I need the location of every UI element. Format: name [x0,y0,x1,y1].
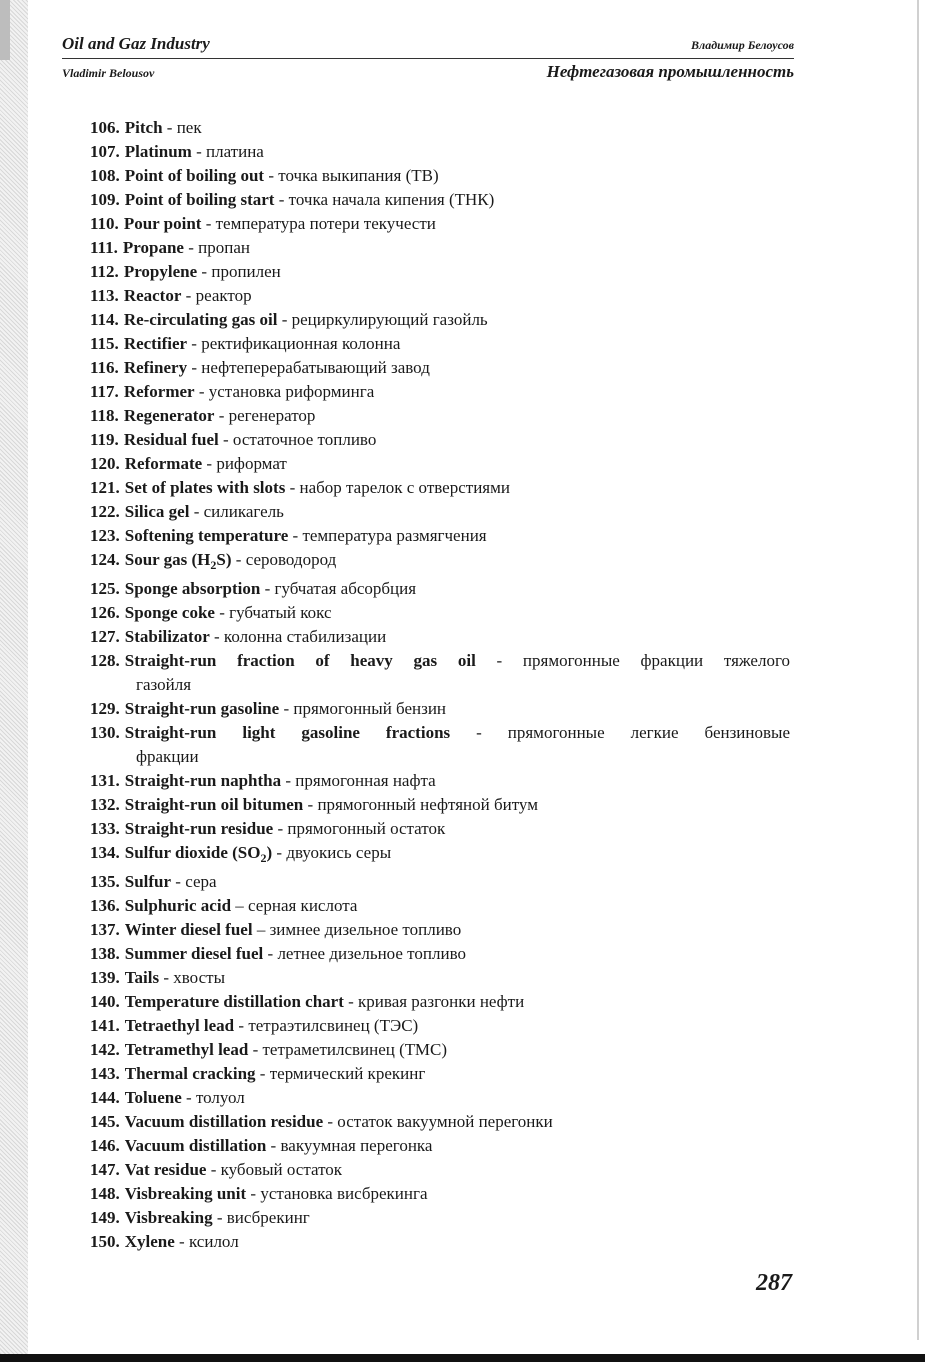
entry-number: 111. [90,238,118,257]
entry-text [125,625,790,649]
entry-definition: сера [185,872,217,891]
entry-term: Vacuum distillation residue [124,1112,324,1131]
glossary-entry [90,1134,790,1158]
glossary-entry [90,721,790,769]
entry-separator: - [266,1136,281,1155]
entry-term: Sulfur [124,872,172,891]
entry-definition: температура размягчения [302,526,487,545]
entry-number: 143. [90,1064,120,1083]
entry-text [125,188,790,212]
entry-text [125,500,790,524]
entry-term: Point of boiling out [124,166,265,185]
entry-definition: термический крекинг [269,1064,426,1083]
glossary-entry [90,524,790,548]
entry-term: Softening temperature [124,526,289,545]
entry-separator: - [279,699,294,718]
glossary-entry [90,452,790,476]
entry-separator: - [450,723,508,742]
entry-number: 147. [90,1160,120,1179]
entry-number: 136. [90,896,120,915]
entry-separator: - [303,795,318,814]
entry-text [125,769,790,793]
entry-text [125,1230,790,1254]
entry-term: Set of plates with slots [124,478,286,497]
running-header-top [62,34,794,59]
entry-number: 148. [90,1184,120,1203]
glossary-entry [90,284,790,308]
entry-definition: губчатая абсорбция [274,579,417,598]
entry-separator: – [252,920,270,939]
glossary-entry [90,1086,790,1110]
entry-term: Sponge absorption [124,579,261,598]
running-header-bottom [62,62,794,84]
entry-text [125,649,790,673]
glossary-entry [90,870,790,894]
glossary-entry [90,841,790,865]
entry-text [125,1206,790,1230]
entry-definition: зимнее дизельное топливо [269,920,462,939]
entry-separator: - [209,627,224,646]
entry-number: 113. [90,286,119,305]
entry-definition: остаточное топливо [232,430,377,449]
entry-number: 110. [90,214,119,233]
glossary-entry [90,1110,790,1134]
entry-text [125,721,790,745]
entry-term: Residual fuel [123,430,219,449]
entry-text [124,260,790,284]
entry-separator: - [281,771,296,790]
entry-number: 149. [90,1208,120,1227]
entry-text [125,1086,790,1110]
entry-term: Propane [122,238,184,257]
entry-separator: - [214,406,229,425]
entry-number: 112. [90,262,119,281]
entry-separator: - [343,992,359,1011]
glossary-entry [90,332,790,356]
entry-term: Tetramethyl lead [124,1040,249,1059]
entry-text [125,697,790,721]
entry-text [125,548,790,572]
glossary-entry [90,793,790,817]
entry-definition: губчатый кокс [229,603,332,622]
entry-text [125,990,790,1014]
glossary-entry [90,769,790,793]
entry-definition: сероводород [245,550,337,569]
entry-term: Tails [124,968,160,987]
entry-separator: - [263,944,278,963]
header-author-ru: Владимир Белоусов [691,38,794,52]
entry-separator: - [201,214,216,233]
entry-term: Xylene [124,1232,175,1251]
entry-separator: - [212,1208,227,1227]
entry-term: Reactor [123,286,182,305]
entry-number: 123. [90,526,120,545]
entry-separator: - [181,1088,196,1107]
entry-term: Visbreaking unit [124,1184,247,1203]
entry-term: Vat residue [124,1160,207,1179]
entry-number: 120. [90,454,120,473]
entry-term-subscript: 2 [260,851,267,865]
glossary-entry [90,116,790,140]
entry-term: Rectifier [123,334,188,353]
entry-term: Pour point [123,214,202,233]
entry-term-part: Sour gas (H [124,550,211,569]
glossary-entry [90,1206,790,1230]
glossary-entry [90,404,790,428]
page-number: 287 [756,1270,792,1296]
entry-text [125,140,790,164]
entry-definition: прямогонный остаток [287,819,446,838]
entry-text [125,452,790,476]
glossary-entry [90,164,790,188]
entry-definition: нефтеперерабатывающий завод [201,358,430,377]
entry-separator: - [218,430,233,449]
entry-term: Reformate [124,454,203,473]
entry-definition-continued: газойля [136,675,192,694]
glossary-entry [90,697,790,721]
entry-term: Straight-run oil bitumen [124,795,304,814]
entry-definition: ректификационная колонна [201,334,401,353]
entry-text [124,308,790,332]
entry-number: 108. [90,166,120,185]
entry-separator: - [260,579,275,598]
entry-term: Straight-run fraction of heavy gas oil [124,651,476,670]
entry-text [124,380,790,404]
entry-separator: - [189,502,204,521]
entry-definition-continued: фракции [136,747,199,766]
header-book-title-en: Oil and Gaz Industry [62,34,210,53]
entry-term: Thermal cracking [124,1064,256,1083]
entry-definition: рециркулирующий газойль [291,310,488,329]
entry-definition: пропилен [211,262,281,281]
entry-separator: - [248,1040,263,1059]
entry-number: 106. [90,118,120,137]
glossary-entry [90,601,790,625]
glossary-entry [90,649,790,697]
scan-edge-bottom [0,1354,925,1362]
entry-separator: - [206,1160,221,1179]
entry-separator: - [187,334,202,353]
entry-term: Tetraethyl lead [124,1016,235,1035]
entry-number: 114. [90,310,119,329]
entry-text [124,332,790,356]
glossary-entry [90,212,790,236]
entry-text [125,1110,790,1134]
entry-text [125,817,790,841]
glossary-entry [90,500,790,524]
entry-number: 134. [90,843,120,862]
entry-term: Straight-run residue [124,819,274,838]
entry-separator: - [255,1064,270,1083]
entry-text [125,577,790,601]
entry-text [125,966,790,990]
entry-number: 142. [90,1040,120,1059]
entry-definition: платина [205,142,264,161]
glossary-entry [90,918,790,942]
entry-definition: серная кислота [248,896,358,915]
entry-definition: риформат [216,454,287,473]
entry-text [125,1182,790,1206]
entry-text [125,524,790,548]
entry-definition: установка висбрекинга [260,1184,428,1203]
entry-separator: - [214,603,230,622]
entry-definition: колонна стабилизации [223,627,387,646]
entry-number: 115. [90,334,119,353]
entry-separator: - [187,358,202,377]
entry-number: 125. [90,579,120,598]
entry-number: 121. [90,478,120,497]
entry-text [125,601,790,625]
header-author-en: Vladimir Belousov [62,66,155,80]
glossary-entry [90,990,790,1014]
entry-number: 128. [90,651,120,670]
entry-separator: - [174,1232,189,1251]
entry-separator: - [288,526,303,545]
entry-number: 133. [90,819,120,838]
entry-separator: - [273,819,288,838]
entry-definition: кривая разгонки нефти [358,992,525,1011]
entry-term: Sulphuric acid [124,896,232,915]
entry-definition: набор тарелок с отверстиями [299,478,510,497]
entry-term [124,550,232,572]
entry-separator: - [285,478,300,497]
entry-number: 146. [90,1136,120,1155]
scan-edge-left [0,0,28,1362]
entry-text [125,942,790,966]
entry-term: Stabilizator [124,627,210,646]
entry-term: Sponge coke [124,603,215,622]
entry-separator: - [191,142,206,161]
entry-text [125,870,790,894]
entry-text [125,894,790,918]
glossary-entry [90,380,790,404]
entry-term: Pitch [124,118,163,137]
entry-number: 141. [90,1016,120,1035]
entry-term-part: Sulfur dioxide (SO [124,843,261,862]
entry-number: 119. [90,430,119,449]
entry-definition: толуол [195,1088,245,1107]
entry-term: Refinery [123,358,188,377]
glossary-entry [90,260,790,284]
entry-separator: - [264,166,279,185]
glossary-entry [90,548,790,572]
entry-text [125,841,790,865]
entry-text [124,404,790,428]
entry-definition: прямогонные фракции тяжелого [522,651,790,670]
entry-definition: кубовый остаток [220,1160,343,1179]
entry-number: 135. [90,872,120,891]
entry-term: Reformer [123,382,195,401]
entry-text [124,428,790,452]
entry-text [125,1038,790,1062]
entry-term: Temperature distillation chart [124,992,344,1011]
glossary-entry [90,308,790,332]
glossary-entry [90,817,790,841]
entry-number: 139. [90,968,120,987]
glossary-entry [90,894,790,918]
entry-definition: регенератор [228,406,316,425]
entry-term: Winter diesel fuel [124,920,253,939]
glossary-entry [90,1014,790,1038]
entry-separator: - [202,454,217,473]
entry-text [125,1062,790,1086]
entry-definition: висбрекинг [226,1208,310,1227]
glossary-entry [90,140,790,164]
entry-separator: - [159,968,174,987]
entry-separator: - [194,382,209,401]
entry-separator: - [274,190,289,209]
entry-term-subscript: 2 [210,558,217,572]
entry-definition: температура потери текучести [215,214,436,233]
entry-number: 118. [90,406,119,425]
entry-definition: прямогонные легкие бензиновые [507,723,790,742]
entry-term: Re-circulating gas oil [123,310,278,329]
entry-number: 122. [90,502,120,521]
entry-definition: вакуумная перегонка [280,1136,433,1155]
entry-number: 126. [90,603,120,622]
entry-definition: точка начала кипения (ТНК) [288,190,495,209]
entry-number: 107. [90,142,120,161]
glossary-list [90,116,790,1254]
entry-term: Silica gel [124,502,190,521]
entry-definition: прямогонный нефтяной битум [317,795,538,814]
entry-number: 127. [90,627,120,646]
entry-number: 109. [90,190,120,209]
entry-number: 117. [90,382,119,401]
entry-definition: пек [176,118,202,137]
entry-text [124,212,790,236]
entry-term: Propylene [123,262,198,281]
glossary-entry [90,428,790,452]
glossary-entry [90,1182,790,1206]
entry-term: Regenerator [123,406,215,425]
entry-number: 124. [90,550,120,569]
glossary-entry [90,577,790,601]
entry-text [125,918,790,942]
glossary-entry [90,476,790,500]
glossary-entry [90,625,790,649]
entry-definition: точка выкипания (ТВ) [278,166,439,185]
entry-separator: - [272,843,287,862]
entry-separator: - [183,238,199,257]
entry-term: Platinum [124,142,192,161]
glossary-entry [90,236,790,260]
glossary-entry [90,1158,790,1182]
entry-separator: - [277,310,292,329]
entry-term: Straight-run light gasoline fractions [124,723,451,742]
entry-separator: - [475,651,523,670]
entry-term: Visbreaking [124,1208,213,1227]
entry-separator: – [231,896,249,915]
entry-number: 145. [90,1112,120,1131]
entry-number: 116. [90,358,119,377]
entry-definition: тетраэтилсвинец (ТЭС) [248,1016,419,1035]
glossary-entry [90,1038,790,1062]
glossary-entry [90,966,790,990]
entry-definition: установка риформинга [208,382,375,401]
entry-separator: - [162,118,177,137]
entry-definition: хвосты [173,968,225,987]
entry-term-part: ) [266,843,273,862]
entry-number: 144. [90,1088,120,1107]
entry-term: Straight-run gasoline [124,699,280,718]
entry-definition: прямогонный бензин [293,699,447,718]
glossary-entry [90,942,790,966]
entry-number: 140. [90,992,120,1011]
entry-definition: реактор [195,286,252,305]
entry-term: Toluene [124,1088,182,1107]
glossary-entry [90,188,790,212]
entry-number: 132. [90,795,120,814]
entry-definition: ксилол [188,1232,239,1251]
entry-number: 131. [90,771,120,790]
entry-text [125,476,790,500]
glossary-entry [90,1230,790,1254]
entry-number: 138. [90,944,120,963]
entry-number: 137. [90,920,120,939]
entry-number: 129. [90,699,120,718]
entry-term [124,843,273,865]
entry-text [124,284,790,308]
entry-text [125,116,790,140]
entry-number: 150. [90,1232,120,1251]
entry-text [124,356,790,380]
glossary-entry [90,1062,790,1086]
entry-term: Summer diesel fuel [124,944,264,963]
entry-text [125,1014,790,1038]
entry-separator: - [197,262,212,281]
entry-text [125,793,790,817]
entry-definition: прямогонная нафта [295,771,436,790]
entry-term: Point of boiling start [124,190,275,209]
entry-text [125,164,790,188]
entry-definition: двуокись серы [286,843,392,862]
entry-separator: - [181,286,196,305]
glossary-entry [90,356,790,380]
entry-separator: - [246,1184,261,1203]
entry-definition: летнее дизельное топливо [277,944,466,963]
entry-definition: пропан [198,238,250,257]
entry-definition: остаток вакуумной перегонки [337,1112,553,1131]
entry-definition: тетраметилсвинец (ТМС) [262,1040,448,1059]
entry-text [125,1134,790,1158]
scan-edge-right [917,0,919,1340]
entry-number: 130. [90,723,120,742]
entry-text [125,1158,790,1182]
entry-separator: - [323,1112,338,1131]
entry-separator: - [231,550,246,569]
header-book-title-ru: Нефтегазовая промышленность [546,62,794,81]
entry-separator: - [234,1016,249,1035]
entry-separator: - [171,872,186,891]
entry-text [123,236,790,260]
entry-term-part: S) [216,550,232,569]
entry-definition: силикагель [203,502,284,521]
entry-term: Vacuum distillation [124,1136,267,1155]
entry-term: Straight-run naphtha [124,771,282,790]
